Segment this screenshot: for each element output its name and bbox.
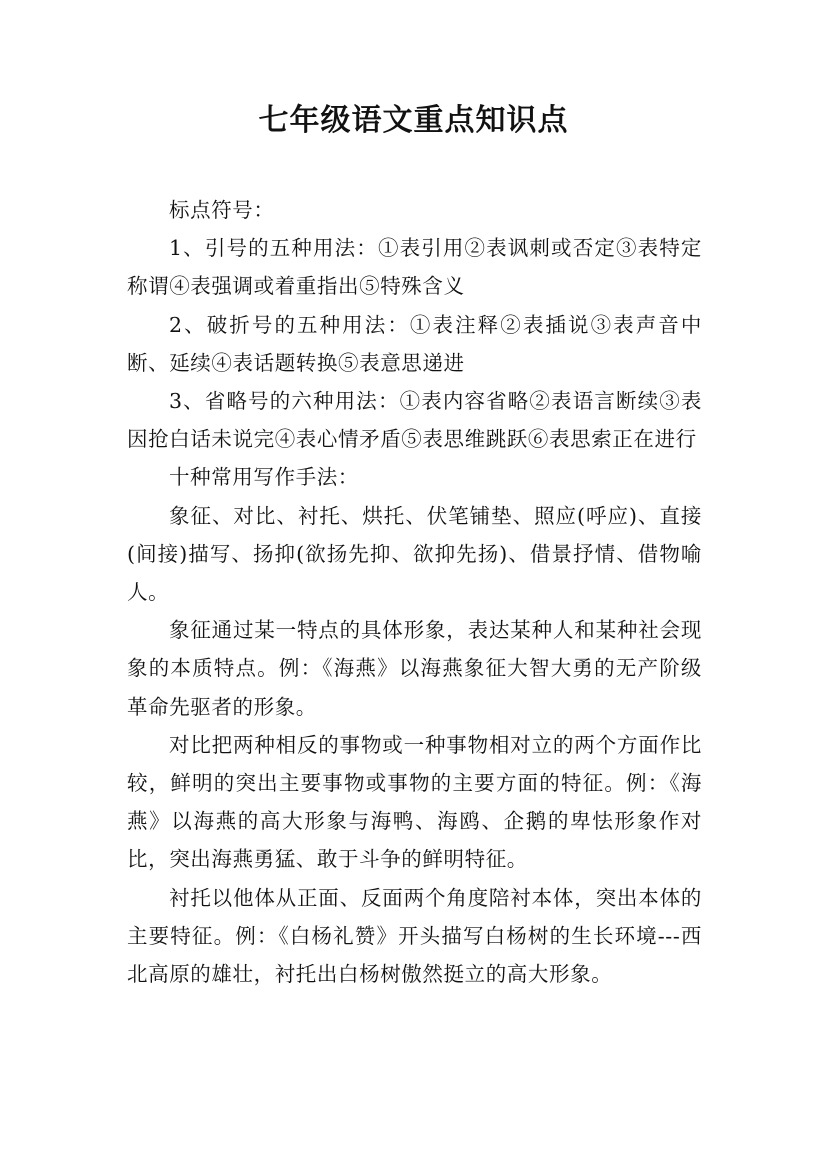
document-title: 七年级语文重点知识点 [258,103,569,138]
paragraph-dash: 2、破折号的五种用法：①表注释②表插说③表声音中断、延续④表话题转换⑤表意思递进 [127,312,702,375]
paragraph-symbolism: 象征通过某一特点的具体形象，表达某种人和某种社会现象的本质特点。例：《海燕》以海燕象征大智大勇的无产阶级革命先驱者的形象。 [127,618,702,719]
paragraph-ellipsis: 3、省略号的六种用法：①表内容省略②表语言断续③表因抢白话未说完④表心情矛盾⑤表思维跳跃⑥表思索正在进行 [127,389,702,452]
paragraph-writing-techniques-heading: 十种常用写作手法： [169,465,359,490]
paragraph-quotation-marks: 1、引号的五种用法：①表引用②表讽刺或否定③表特定称谓④表强调或着重指出⑤特殊含义 [127,236,702,299]
document-body [127,191,702,993]
paragraph-contrast: 对比把两种相反的事物或一种事物相对立的两个方面作比较，鲜明的突出主要事物或事物的主要方面的特征。例：《海燕》以海燕的高大形象与海鸭、海鸥、企鹅的卑怯形象作对比，突出海燕勇猛、敢于斗争的鲜明特征。 [127,732,702,872]
paragraph-techniques-list: 象征、对比、衬托、烘托、伏笔铺垫、照应(呼应)、直接(间接)描写、扬抑(欲扬先抑、欲抑先扬)、借景抒情、借物喻人。 [127,503,702,605]
paragraph-punctuation-heading: 标点符号： [169,198,275,222]
paragraph-foil: 衬托以他体从正面、反面两个角度陪衬本体，突出本体的主要特征。例：《白杨礼赞》开头描写白杨树的生长环境---西北高原的雄壮，衬托出白杨树傲然挺立的高大形象。 [127,885,702,987]
